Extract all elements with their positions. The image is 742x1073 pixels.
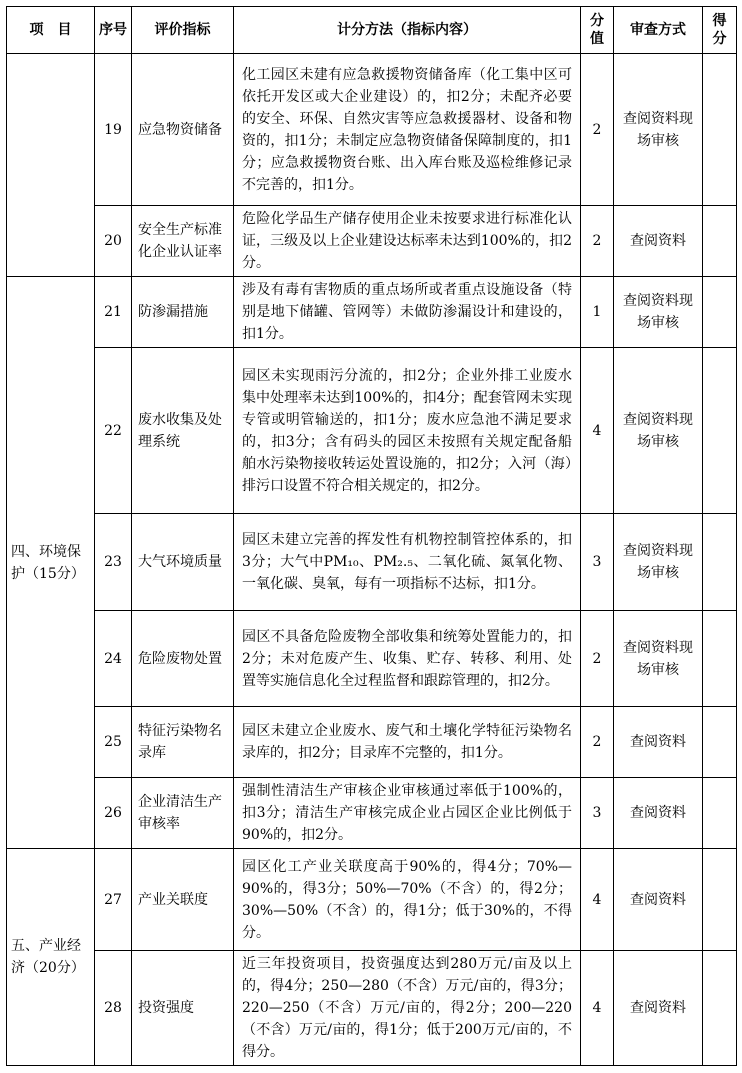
review-cell: 查阅资料 (614, 778, 703, 849)
header-score: 得分 (703, 7, 737, 54)
header-row (7, 7, 737, 54)
seq-cell: 26 (95, 778, 132, 849)
review-cell: 查阅资料现场审核 (614, 514, 703, 611)
seq-cell: 27 (95, 849, 132, 951)
score-cell[interactable] (703, 206, 737, 277)
seq-cell: 22 (95, 348, 132, 514)
method-cell: 近三年投资项目，投资强度达到280万元/亩及以上的，得4分；250—280（不含）万元/亩的，得3分；220—250（不含）万元/亩的，得2分；200—220（不含）万元/亩的，得1分；低于200万元/亩的，不得分。 (234, 951, 581, 1066)
points-cell: 1 (581, 277, 614, 348)
table-row (7, 54, 737, 206)
indicator-cell: 特征污染物名录库 (132, 707, 234, 778)
points-cell: 2 (581, 611, 614, 707)
indicator-cell: 产业关联度 (132, 849, 234, 951)
score-cell[interactable] (703, 611, 737, 707)
points-cell: 2 (581, 707, 614, 778)
points-cell: 2 (581, 54, 614, 206)
category-cell: 五、产业经济（20分） (7, 849, 95, 1066)
method-cell: 化工园区未建有应急救援物资储备库（化工集中区可依托开发区或大企业建设）的，扣2分；未配齐必要的安全、环保、自然灾害等应急救援器材、设备和物资的，扣1分；未制定应急物资储备保障制度的，扣1分；应急救援物资台账、出入库台账及巡检维修记录不完善的，扣1分。 (234, 54, 581, 206)
seq-cell: 20 (95, 206, 132, 277)
score-cell[interactable] (703, 849, 737, 951)
evaluation-table (6, 6, 737, 1066)
score-cell[interactable] (703, 951, 737, 1066)
indicator-cell: 大气环境质量 (132, 514, 234, 611)
header-points: 分值 (581, 7, 614, 54)
seq-cell: 25 (95, 707, 132, 778)
table-row (7, 951, 737, 1066)
review-cell: 查阅资料现场审核 (614, 348, 703, 514)
indicator-cell: 废水收集及处理系统 (132, 348, 234, 514)
method-cell: 园区未建立完善的挥发性有机物控制管控体系的，扣3分；大气中PM₁₀、PM₂.₅、二氧化硫、氮氧化物、一氧化碳、臭氧，每有一项指标不达标，扣1分。 (234, 514, 581, 611)
points-cell: 4 (581, 951, 614, 1066)
seq-cell: 24 (95, 611, 132, 707)
review-cell: 查阅资料 (614, 206, 703, 277)
points-cell: 4 (581, 348, 614, 514)
method-cell: 危险化学品生产储存使用企业未按要求进行标准化认证，三级及以上企业建设达标率未达到100%的，扣2分。 (234, 206, 581, 277)
points-cell: 3 (581, 514, 614, 611)
method-cell: 强制性清洁生产审核企业审核通过率低于100%的，扣3分；清洁生产审核完成企业占园区企业比例低于90%的，扣2分。 (234, 778, 581, 849)
method-cell: 园区未实现雨污分流的，扣2分；企业外排工业废水集中处理率未达到100%的，扣4分；配套管网未实现专管或明管输送的，扣1分；废水应急池不满足要求的，扣3分；含有码头的园区未按照有关规定配备船舶水污染物接收转运处置设施的，扣2分；入河（海）排污口设置不符合相关规定的，扣2分。 (234, 348, 581, 514)
indicator-cell: 危险废物处置 (132, 611, 234, 707)
seq-cell: 19 (95, 54, 132, 206)
table-row (7, 707, 737, 778)
category-cell (7, 54, 95, 277)
seq-cell: 23 (95, 514, 132, 611)
indicator-cell: 企业清洁生产审核率 (132, 778, 234, 849)
table-row (7, 849, 737, 951)
indicator-cell: 防渗漏措施 (132, 277, 234, 348)
table-row (7, 778, 737, 849)
seq-cell: 28 (95, 951, 132, 1066)
indicator-cell: 安全生产标准化企业认证率 (132, 206, 234, 277)
score-cell[interactable] (703, 707, 737, 778)
header-item: 项 目 (7, 7, 95, 54)
category-cell: 四、环境保护（15分） (7, 277, 95, 849)
table-row (7, 514, 737, 611)
review-cell: 查阅资料现场审核 (614, 277, 703, 348)
header-indicator: 评价指标 (132, 7, 234, 54)
points-cell: 4 (581, 849, 614, 951)
points-cell: 2 (581, 206, 614, 277)
review-cell: 查阅资料 (614, 849, 703, 951)
method-cell: 涉及有毒有害物质的重点场所或者重点设施设备（特别是地下储罐、管网等）未做防渗漏设计和建设的，扣1分。 (234, 277, 581, 348)
header-method: 计分方法（指标内容） (234, 7, 581, 54)
method-cell: 园区未建立企业废水、废气和土壤化学特征污染物名录库的，扣2分；目录库不完整的，扣1分。 (234, 707, 581, 778)
score-cell[interactable] (703, 348, 737, 514)
table-row (7, 611, 737, 707)
method-cell: 园区化工产业关联度高于90%的，得4分；70%—90%的，得3分；50%—70%（不含）的，得2分；30%—50%（不含）的，得1分；低于30%的，不得分。 (234, 849, 581, 951)
score-cell[interactable] (703, 54, 737, 206)
seq-cell: 21 (95, 277, 132, 348)
table-row (7, 277, 737, 348)
score-cell[interactable] (703, 277, 737, 348)
review-cell: 查阅资料 (614, 951, 703, 1066)
method-cell: 园区不具备危险废物全部收集和统筹处置能力的，扣2分；未对危废产生、收集、贮存、转移、利用、处置等实施信息化全过程监督和跟踪管理的，扣2分。 (234, 611, 581, 707)
header-review: 审查方式 (614, 7, 703, 54)
score-cell[interactable] (703, 778, 737, 849)
review-cell: 查阅资料现场审核 (614, 54, 703, 206)
review-cell: 查阅资料 (614, 707, 703, 778)
score-cell[interactable] (703, 514, 737, 611)
points-cell: 3 (581, 778, 614, 849)
indicator-cell: 应急物资储备 (132, 54, 234, 206)
table-row (7, 206, 737, 277)
review-cell: 查阅资料现场审核 (614, 611, 703, 707)
header-seq: 序号 (95, 7, 132, 54)
indicator-cell: 投资强度 (132, 951, 234, 1066)
table-row (7, 348, 737, 514)
